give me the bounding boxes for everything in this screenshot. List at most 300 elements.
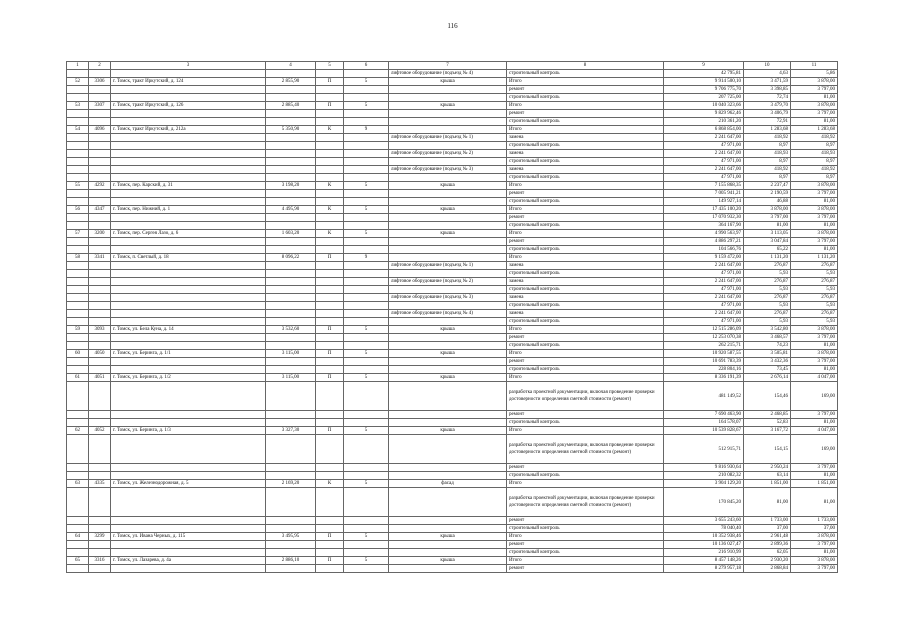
table-cell <box>389 270 507 278</box>
table-row <box>67 541 838 549</box>
table-cell: 47 971,00 <box>664 302 744 310</box>
table-cell: строительный контроль <box>507 366 664 374</box>
table-cell: 5 <box>344 182 389 190</box>
table-cell <box>389 158 507 166</box>
table-row <box>67 214 838 222</box>
table-cell <box>111 158 266 166</box>
table-cell <box>89 302 111 310</box>
header-cell: 11 <box>791 62 838 70</box>
table-cell <box>344 435 389 464</box>
table-cell: 3 797,00 <box>791 541 838 549</box>
table-cell: 81,00 <box>744 222 791 230</box>
table-cell <box>266 174 316 182</box>
table-cell: строительный контроль <box>507 158 664 166</box>
page-number: 116 <box>447 22 458 30</box>
table-cell <box>67 310 89 318</box>
table-cell: 53 <box>67 102 89 110</box>
table-cell: разработка проектной документации, включая проведение проверки достоверности определения сметной стоимости (ремонт) <box>507 382 664 411</box>
table-cell: 3 797,00 <box>791 411 838 419</box>
table-row <box>67 366 838 374</box>
table-cell: 4096 <box>89 126 111 134</box>
table-cell: ремонт <box>507 541 664 549</box>
table-cell <box>67 286 89 294</box>
table-cell <box>344 278 389 286</box>
table-cell: крыша <box>389 78 507 86</box>
table-cell <box>316 334 344 342</box>
table-cell <box>111 488 266 517</box>
table-cell: 5 <box>344 374 389 382</box>
table-cell <box>389 254 507 262</box>
table-cell <box>389 342 507 350</box>
table-cell <box>344 294 389 302</box>
table-cell <box>111 435 266 464</box>
table-cell <box>111 278 266 286</box>
header-cell: 9 <box>664 62 744 70</box>
table-cell <box>89 198 111 206</box>
table-cell: 81,00 <box>791 488 838 517</box>
table-cell: 4051 <box>89 374 111 382</box>
table-cell: 5,93 <box>744 286 791 294</box>
table-cell: г. Томск, ул. Бела Куна, д. 14 <box>111 326 266 334</box>
table-cell <box>316 342 344 350</box>
table-cell <box>316 472 344 480</box>
table-row <box>67 190 838 198</box>
table-row <box>67 182 838 190</box>
table-cell: лифтовое оборудование (подъезд № 4) <box>389 70 507 78</box>
table-cell: 3093 <box>89 326 111 334</box>
table-cell: 276,87 <box>744 278 791 286</box>
table-cell: крыша <box>389 206 507 214</box>
table-cell: крыша <box>389 374 507 382</box>
table-cell <box>316 310 344 318</box>
table-cell: 5,93 <box>791 302 838 310</box>
table-cell: 2 886,10 <box>266 557 316 565</box>
table-cell: П <box>316 533 344 541</box>
table-cell <box>344 166 389 174</box>
table-cell: 5,93 <box>744 318 791 326</box>
table-cell: г. Томск, ул. Беринга, д. 1/3 <box>111 427 266 435</box>
table-cell: 37,00 <box>744 525 791 533</box>
table-cell <box>67 565 89 573</box>
table-cell: строительный контроль <box>507 270 664 278</box>
table-cell: 4052 <box>89 427 111 435</box>
table-cell <box>111 262 266 270</box>
table-cell <box>89 565 111 573</box>
table-cell <box>67 419 89 427</box>
table-cell <box>67 94 89 102</box>
table-row <box>67 435 838 464</box>
table-cell <box>266 190 316 198</box>
table-cell: 3 479,70 <box>744 102 791 110</box>
table-cell <box>266 110 316 118</box>
table-cell: П <box>316 374 344 382</box>
table-cell: 2 241 647,00 <box>664 166 744 174</box>
table-cell <box>344 541 389 549</box>
table-cell <box>344 198 389 206</box>
table-cell: 7 155 868,35 <box>664 182 744 190</box>
table-cell <box>316 190 344 198</box>
table-cell: 5 350,90 <box>266 126 316 134</box>
table-cell <box>111 286 266 294</box>
table-cell: 58 <box>67 254 89 262</box>
table-cell: 4050 <box>89 350 111 358</box>
table-row <box>67 464 838 472</box>
table-cell: 2 241 647,00 <box>664 262 744 270</box>
table-cell: 42 795,81 <box>664 70 744 78</box>
table-cell <box>344 134 389 142</box>
table-cell <box>89 342 111 350</box>
table-cell <box>266 419 316 427</box>
table-cell: 62 <box>67 427 89 435</box>
table-cell: 154,15 <box>744 435 791 464</box>
table-cell: 1 733,00 <box>791 517 838 525</box>
table-cell: К <box>316 480 344 488</box>
table-cell: 81,00 <box>791 549 838 557</box>
table-cell: 3 797,00 <box>791 86 838 94</box>
table-cell: 5 <box>344 557 389 565</box>
table-cell: 3 904 129,20 <box>664 480 744 488</box>
table-cell: 3 532,60 <box>266 326 316 334</box>
table-cell <box>344 318 389 326</box>
table-cell <box>389 472 507 480</box>
table-cell: 276,87 <box>744 262 791 270</box>
table-cell: 9 706 775,70 <box>664 86 744 94</box>
table-cell: строительный контроль <box>507 246 664 254</box>
table-cell <box>67 174 89 182</box>
table-cell: 2 961,48 <box>744 533 791 541</box>
table-cell: Итого <box>507 230 664 238</box>
table-cell: 81,00 <box>744 488 791 517</box>
table-cell <box>111 294 266 302</box>
table-cell <box>266 166 316 174</box>
table-cell: г. Томск, пер. Сергея Лазо, д. 6 <box>111 230 266 238</box>
table-cell <box>389 222 507 230</box>
table-cell: 5 <box>344 480 389 488</box>
table-cell: замена <box>507 150 664 158</box>
table-cell: 62,05 <box>744 549 791 557</box>
table-cell: 5,93 <box>791 270 838 278</box>
table-cell: 10 539 828,67 <box>664 427 744 435</box>
table-cell <box>266 382 316 411</box>
table-cell: 3 878,00 <box>791 78 838 86</box>
table-cell <box>111 549 266 557</box>
table-cell <box>67 411 89 419</box>
table-cell: 9 914 500,10 <box>664 78 744 86</box>
table-cell <box>344 86 389 94</box>
table-cell <box>111 318 266 326</box>
table-cell: 169,00 <box>791 382 838 411</box>
table-cell: 2 190,59 <box>744 190 791 198</box>
table-cell: ремонт <box>507 565 664 573</box>
table-cell: ремонт <box>507 110 664 118</box>
table-cell: П <box>316 326 344 334</box>
table-cell <box>316 382 344 411</box>
table-row <box>67 142 838 150</box>
table-cell <box>389 118 507 126</box>
table-cell: замена <box>507 166 664 174</box>
table-cell <box>266 158 316 166</box>
table-cell <box>316 464 344 472</box>
table-cell <box>389 488 507 517</box>
table-cell: 276,87 <box>744 310 791 318</box>
table-cell: 1 283,68 <box>744 126 791 134</box>
table-cell: 8 457 148,26 <box>664 557 744 565</box>
table-cell <box>316 110 344 118</box>
table-row <box>67 350 838 358</box>
table-cell <box>266 310 316 318</box>
table-cell <box>111 302 266 310</box>
table-cell <box>67 525 89 533</box>
table-cell <box>344 549 389 557</box>
table-cell: г. Томск, ул. Ивана Черных, д. 115 <box>111 533 266 541</box>
table-cell <box>316 525 344 533</box>
table-cell <box>389 318 507 326</box>
table-cell: лифтовое оборудование (подъезд № 2) <box>389 278 507 286</box>
table-cell: крыша <box>389 557 507 565</box>
table-cell <box>316 549 344 557</box>
table-cell: 78 040,40 <box>664 525 744 533</box>
table-cell: 210 361,20 <box>664 118 744 126</box>
table-cell: 262 215,71 <box>664 342 744 350</box>
table-cell: 12 515 286,09 <box>664 326 744 334</box>
table-cell <box>111 246 266 254</box>
table-cell <box>67 517 89 525</box>
table-cell: 5 <box>344 206 389 214</box>
table-cell: замена <box>507 134 664 142</box>
table-cell <box>316 488 344 517</box>
table-cell <box>266 270 316 278</box>
table-cell <box>89 411 111 419</box>
table-cell <box>389 464 507 472</box>
table-cell: строительный контроль <box>507 174 664 182</box>
table-row <box>67 78 838 86</box>
table-cell <box>316 358 344 366</box>
table-row <box>67 254 838 262</box>
table-row <box>67 382 838 411</box>
table-cell <box>389 110 507 118</box>
table-cell: ремонт <box>507 214 664 222</box>
table-cell <box>67 190 89 198</box>
table-cell: 276,87 <box>791 294 838 302</box>
table-cell: 8 279 957,18 <box>664 565 744 573</box>
table-row <box>67 158 838 166</box>
table-cell: 59 <box>67 326 89 334</box>
table-cell <box>344 366 389 374</box>
table-cell: 3 878,00 <box>791 326 838 334</box>
table-cell: строительный контроль <box>507 302 664 310</box>
table-row <box>67 358 838 366</box>
table-cell: замена <box>507 278 664 286</box>
table-cell: 3 878,00 <box>791 533 838 541</box>
table-cell <box>316 435 344 464</box>
table-cell <box>316 150 344 158</box>
table-row <box>67 110 838 118</box>
table-cell: 4 047,00 <box>791 374 838 382</box>
table-cell: 3 797,00 <box>791 190 838 198</box>
table-cell: 154,46 <box>744 382 791 411</box>
table-cell <box>389 246 507 254</box>
table-cell <box>89 549 111 557</box>
header-cell: 10 <box>744 62 791 70</box>
table-cell <box>344 110 389 118</box>
table-cell <box>344 94 389 102</box>
table-cell <box>111 419 266 427</box>
table-cell: г. Томск, ул. Железнодорожная, д. 5 <box>111 480 266 488</box>
table-cell: 4 047,00 <box>791 427 838 435</box>
table-cell <box>344 158 389 166</box>
table-cell: 1 851,00 <box>744 480 791 488</box>
table-cell <box>389 419 507 427</box>
table-cell <box>344 525 389 533</box>
table-cell: Итого <box>507 102 664 110</box>
table-cell: 3 047,84 <box>744 238 791 246</box>
table-cell: 64 <box>67 533 89 541</box>
table-row <box>67 278 838 286</box>
table-cell <box>266 541 316 549</box>
table-row <box>67 166 838 174</box>
table-cell: 5 <box>344 102 389 110</box>
table-cell <box>89 366 111 374</box>
table-cell: 1 131,20 <box>791 254 838 262</box>
table-cell: 52 <box>67 78 89 86</box>
table-cell: 418,92 <box>744 166 791 174</box>
header-cell: 5 <box>316 62 344 70</box>
table-cell: ремонт <box>507 358 664 366</box>
table-cell: 9 829 962,46 <box>664 110 744 118</box>
table-cell <box>111 541 266 549</box>
table-cell: 81,00 <box>791 472 838 480</box>
table-cell: 418,92 <box>744 134 791 142</box>
header-cell: 4 <box>266 62 316 70</box>
table-cell <box>389 565 507 573</box>
table-cell <box>389 334 507 342</box>
table-row <box>67 318 838 326</box>
table-cell: 47 971,00 <box>664 174 744 182</box>
table-cell: 5 <box>344 533 389 541</box>
table-cell <box>389 86 507 94</box>
table-cell <box>316 302 344 310</box>
table-cell: П <box>316 557 344 565</box>
table-cell: 10 691 783,39 <box>664 358 744 366</box>
table-cell <box>67 278 89 286</box>
table-cell: 8,97 <box>744 174 791 182</box>
table-cell: 3 878,00 <box>791 557 838 565</box>
table-cell <box>316 238 344 246</box>
table-cell: г. Томск, ул. Беринга, д. 1/2 <box>111 374 266 382</box>
table-cell <box>266 86 316 94</box>
table-cell: 3 797,00 <box>791 358 838 366</box>
table-cell <box>67 302 89 310</box>
table-cell <box>111 70 266 78</box>
table-cell <box>89 278 111 286</box>
table-cell: 61 <box>67 374 89 382</box>
table-cell: 47 971,00 <box>664 158 744 166</box>
table-cell <box>389 382 507 411</box>
table-cell: лифтовое оборудование (подъезд № 2) <box>389 150 507 158</box>
table-cell: 3 432,36 <box>744 358 791 366</box>
table-cell <box>316 174 344 182</box>
table-cell: 81,00 <box>791 198 838 206</box>
table-cell: 81,00 <box>791 246 838 254</box>
table-cell <box>389 541 507 549</box>
table-cell <box>89 166 111 174</box>
table-cell: 6 868 854,00 <box>664 126 744 134</box>
table-cell: крыша <box>389 326 507 334</box>
table-cell: лифтовое оборудование (подъезд № 1) <box>389 262 507 270</box>
table-row <box>67 150 838 158</box>
table-cell <box>344 286 389 294</box>
table-cell <box>89 382 111 411</box>
table-cell <box>111 464 266 472</box>
table-cell <box>316 517 344 525</box>
table-cell <box>111 118 266 126</box>
table-cell <box>67 270 89 278</box>
table-cell <box>89 94 111 102</box>
table-row <box>67 302 838 310</box>
table-cell <box>67 246 89 254</box>
table-cell: 3306 <box>89 78 111 86</box>
table-cell: крыша <box>389 230 507 238</box>
table-cell <box>67 134 89 142</box>
table-cell <box>111 358 266 366</box>
table-cell <box>389 190 507 198</box>
header-cell: 1 <box>67 62 89 70</box>
table-cell: фасад <box>389 480 507 488</box>
table-cell: 46,88 <box>744 198 791 206</box>
table-cell: лифтовое оборудование (подъезд № 1) <box>389 134 507 142</box>
table-cell <box>89 435 111 464</box>
table-cell <box>316 262 344 270</box>
table-cell <box>111 222 266 230</box>
table-cell <box>111 366 266 374</box>
capital-repair-table <box>66 61 838 573</box>
table-cell: строительный контроль <box>507 286 664 294</box>
table-cell <box>89 517 111 525</box>
table-cell: 207 725,00 <box>664 94 744 102</box>
table-cell <box>67 118 89 126</box>
table-cell: Итого <box>507 350 664 358</box>
table-row <box>67 549 838 557</box>
table-cell: 3 468,57 <box>744 334 791 342</box>
table-cell <box>89 270 111 278</box>
table-cell: г. Томск, пер. Нижний, д. 1 <box>111 206 266 214</box>
table-cell: 170 845,20 <box>664 488 744 517</box>
table-row <box>67 326 838 334</box>
table-cell <box>89 262 111 270</box>
table-cell: Итого <box>507 254 664 262</box>
table-cell <box>344 70 389 78</box>
table-cell <box>89 214 111 222</box>
table-cell: 364 167,90 <box>664 222 744 230</box>
table-cell <box>266 302 316 310</box>
table-row <box>67 238 838 246</box>
table-cell <box>266 565 316 573</box>
table-cell: 9 816 930,64 <box>664 464 744 472</box>
table-cell <box>111 310 266 318</box>
table-cell: лифтовое оборудование (подъезд № 4) <box>389 310 507 318</box>
table-cell <box>67 472 89 480</box>
table-cell <box>344 238 389 246</box>
table-cell: 3 495,95 <box>266 533 316 541</box>
table-row <box>67 262 838 270</box>
table-cell <box>67 464 89 472</box>
table-cell: 17 435 100,20 <box>664 206 744 214</box>
table-cell: 5,93 <box>791 286 838 294</box>
table-cell <box>89 419 111 427</box>
table-cell: 81,00 <box>791 222 838 230</box>
table-cell: К <box>316 182 344 190</box>
header-cell: 7 <box>389 62 507 70</box>
